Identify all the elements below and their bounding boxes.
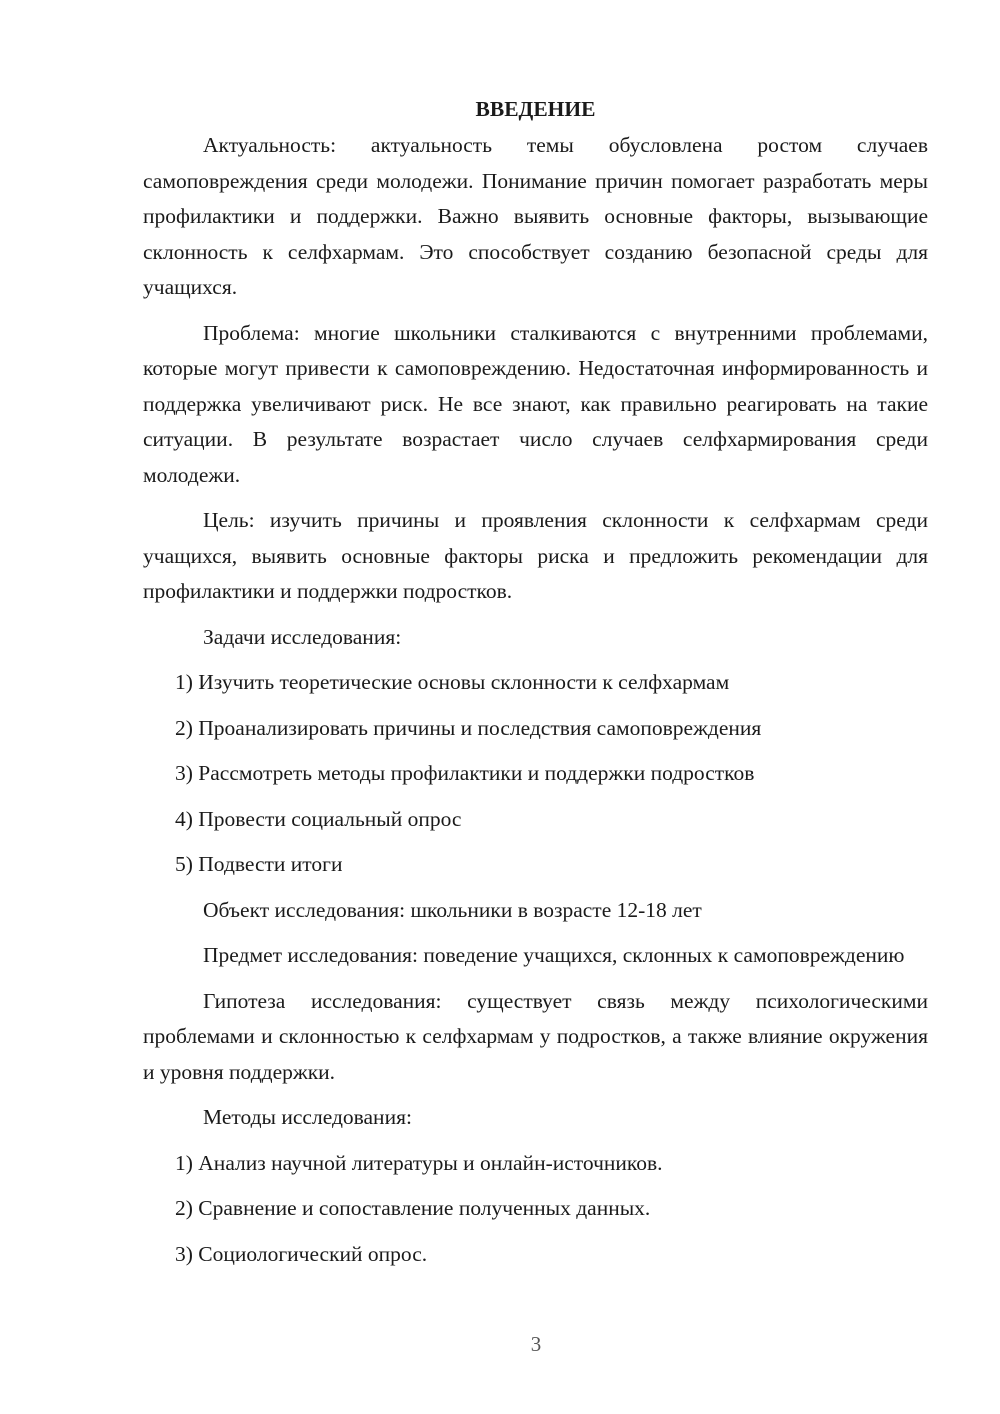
method-item: 3) Социологический опрос. [175,1241,428,1266]
page-title: ВВЕДЕНИЕ [475,97,596,121]
task-item: 5) Подвести итоги [175,852,343,876]
method-item: 1) Анализ научной литературы и онлайн-источников. [175,1150,663,1175]
object-paragraph: Объект исследования: школьники в возрасте 12-18 лет [203,897,702,922]
task-item: 4) Провести социальный опрос [175,806,462,831]
subject-paragraph: Предмет исследования: поведение учащихся, склонных к самоповреждению [203,943,905,967]
method-item: 2) Сравнение и сопоставление полученных данных. [175,1196,651,1220]
methods-heading: Методы исследования: [203,1105,412,1129]
task-item: 1) Изучить теоретические основы склонности к селфхармам [175,670,730,694]
problem-paragraph: Проблема: многие школьники сталкиваются с внутренними проблемами, которые могут привести к самоповреждению. Недостаточная информированность и поддержка увеличивают риск. Не все знают, как правильно реагировать на такие ситуации. В результате возрастает число случаев селфхармирования среди молодежи. [143,320,928,487]
page-number: 3 [530,1332,542,1356]
goal-paragraph: Цель: изучить причины и проявления склонности к селфхармам среди учащихся, выявить основные факторы риска и предложить рекомендации для профилактики и поддержки подростков. [143,508,928,603]
tasks-heading: Задачи исследования: [203,624,402,649]
task-item: 3) Рассмотреть методы профилактики и поддержки подростков [175,761,755,785]
document-page [143,92,928,1282]
task-item: 2) Проанализировать причины и последствия самоповреждения [175,715,762,740]
relevance-paragraph: Актуальность: актуальность темы обусловлена ростом случаев самоповреждения среди молодежи. Понимание причин помогает разработать меры профилактики и поддержки. Важно выявить основные факторы, вызывающие склонность к селфхармам. Это способствует созданию безопасной среды для учащихся. [143,133,928,299]
hypothesis-paragraph: Гипотеза исследования: существует связь между психологическими проблемами и склонностью к селфхармам у подростков, а также влияние окружения и уровня поддержки. [143,988,928,1084]
